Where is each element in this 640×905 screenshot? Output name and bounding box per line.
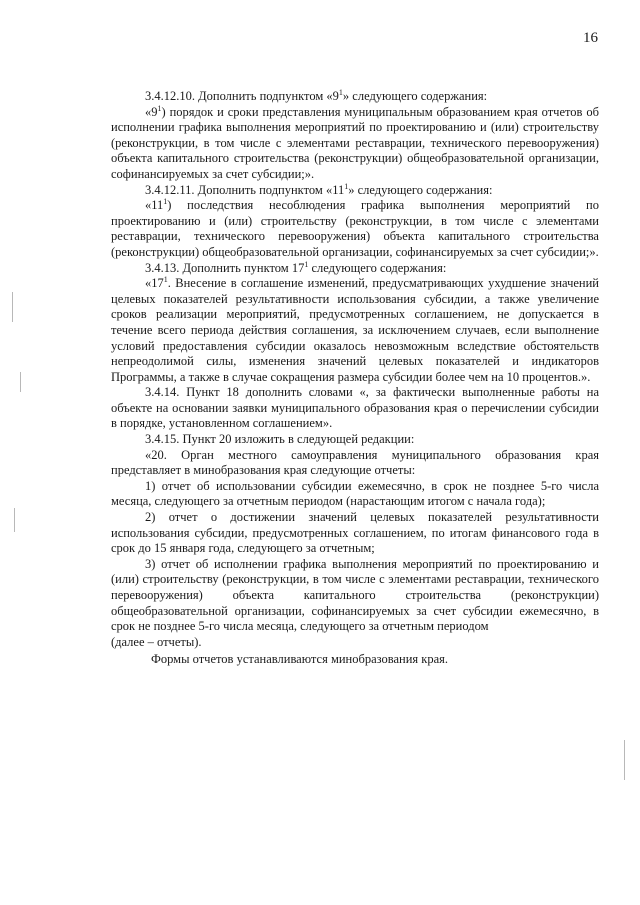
page-number: 16 — [583, 30, 598, 46]
scan-mark-left-2 — [14, 508, 15, 532]
paragraph-report-3: 3) отчет об исполнении графика выполнения мероприятий по проектированию и (или) строительству (реконструкции, в том числе с элементами реставрации, технического перевооружения) объекта капитального строительства (реконструкции) общеобразовательной организации, софинансируемых за счет субсидии ежемесячно, в срок не позднее 5-го числа месяца, следующего за отчетным периодом — [111, 556, 599, 634]
paragraph-report-1: 1) отчет об использовании субсидии ежемесячно, в срок не позднее 5-го числа месяца, следующего за отчетным периодом (нарастающим итогом с начала года); — [111, 478, 599, 509]
paragraph-item-20: «20. Орган местного самоуправления муниципального образования края представляет в минобразования края следующие отчеты: — [111, 447, 599, 478]
paragraph-3-4-12-10: 3.4.12.10. Дополнить подпунктом «$9^1$» следующего содержания: — [145, 87, 488, 103]
paragraph-item-17-1: «$17^1$. Внесение в соглашение изменений, предусматривающих ухудшение значений целевых показателей результативности использования субсидии, а также увеличение сроков реализации мероприятий, предусмотренных соглашением, не допускается в течение всего периода действия соглашения, за исключением случаев, если выполнение условий предоставления субсидии оказалось невозможным вследствие обстоятельств непреодолимой силы, изменения значений целевых показателей и индикаторов Программы, а также в случае сокращения размера субсидии более чем на 10 процентов.». — [111, 274, 599, 384]
paragraph-report-2: 2) отчет о достижении значений целевых показателей результативности использования субсидии, предусмотренных соглашением, по итогам финансового года в срок до 15 января года, следующего за отчетным; — [111, 510, 599, 556]
scan-mark-left-3 — [20, 372, 21, 392]
scan-mark-right-1 — [624, 740, 625, 780]
paragraph-tail: (далее – отчеты). — [111, 634, 202, 649]
document-body — [111, 89, 599, 668]
paragraph-3-4-15: 3.4.15. Пункт 20 изложить в следующей редакции: — [145, 432, 415, 447]
paragraph-subitem-11-1: «$11^1$) последствия несоблюдения графика выполнения мероприятий по проектированию и (или) строительству (реконструкции, в том числе с элементами реставрации, технического перевооружения) объекта капитального строительства (реконструкции) общеобразовательной организации, софинансируемых за счет субсидии;». — [111, 197, 599, 259]
paragraph-3-4-14: 3.4.14. Пункт 18 дополнить словами «, за фактически выполненные работы на объекте на основании заявки муниципального образования края о перечислении субсидии в порядке, установленном соглашением». — [111, 385, 599, 431]
paragraph-3-4-13: 3.4.13. Дополнить пунктом $17^1$ следующего содержания: — [145, 259, 447, 275]
scan-mark-left-1 — [12, 292, 13, 322]
paragraph-forms: Формы отчетов устанавливаются минобразования края. — [151, 652, 449, 667]
paragraph-3-4-12-11: 3.4.12.11. Дополнить подпунктом «$11^1$» следующего содержания: — [145, 181, 493, 197]
paragraph-subitem-9-1: «$9^1$) порядок и сроки представления муниципальным образованием края отчетов об исполнении графика выполнения мероприятий по проектированию и (или) строительству (реконструкции, в том числе с элементами реставрации, технического перевооружения) объекта капитального строительства (реконструкции) общеобразовательной организации, софинансируемых за счет субсидии;». — [111, 103, 599, 181]
